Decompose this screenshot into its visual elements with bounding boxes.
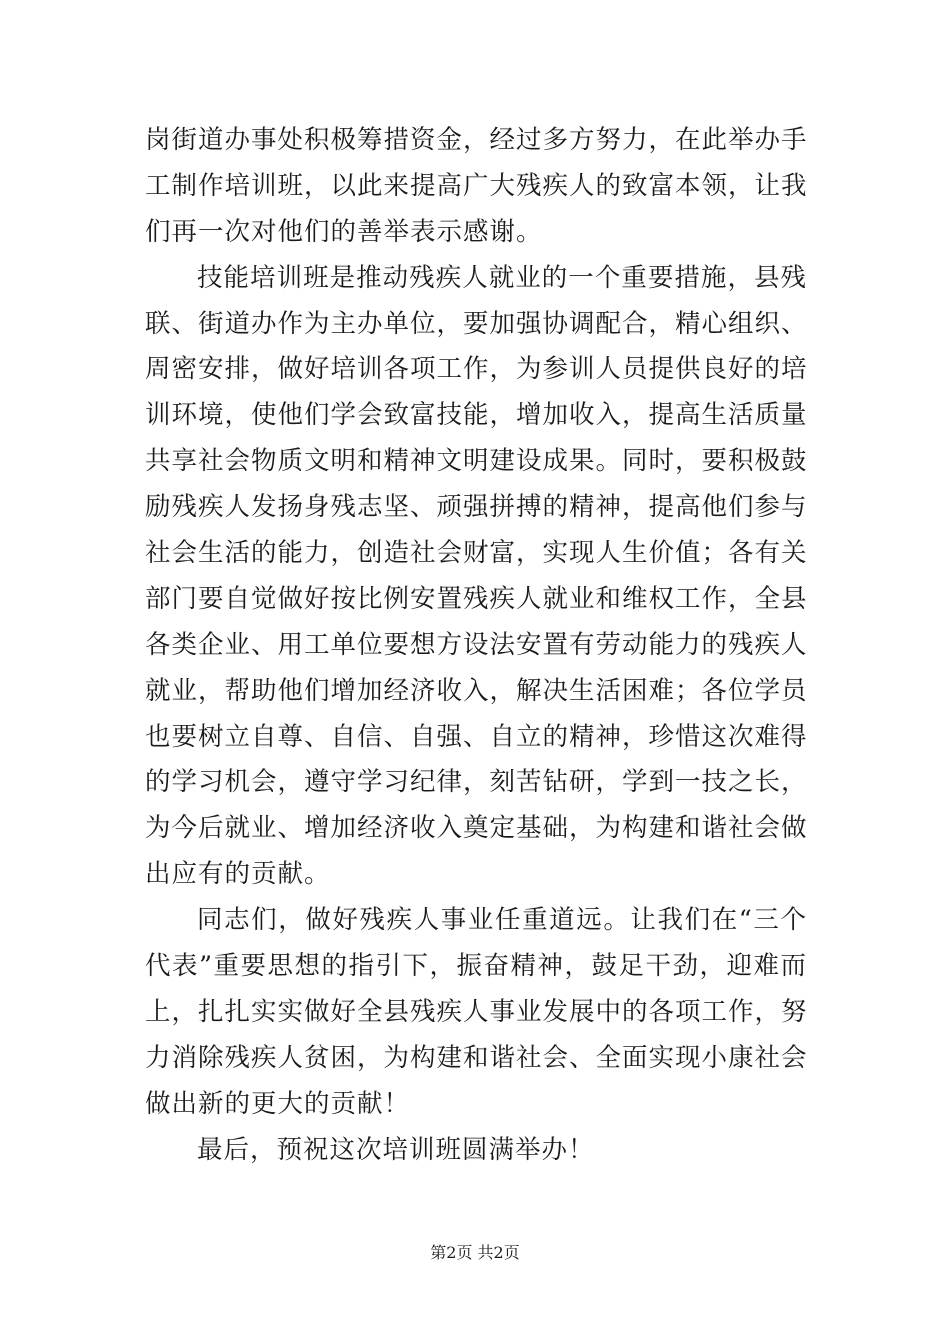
text-line: 上，扎扎实实做好全县残疾人事业发展中的各项工作，努	[145, 996, 808, 1027]
text-line: 最后，预祝这次培训班圆满举办！	[197, 1134, 595, 1165]
text-line: 技能培训班是推动残疾人就业的一个重要措施，县残	[197, 262, 807, 293]
page-footer	[0, 1243, 950, 1263]
text-line: 周密安排，做好培训各项工作，为参训人员提供良好的培	[145, 354, 808, 385]
text-line: 们再一次对他们的善举表示感谢。	[145, 216, 543, 247]
page-number-label: 第2页 共2页	[430, 1243, 520, 1262]
text-line: 同志们，做好残疾人事业任重道远。让我们在“三个	[197, 905, 807, 936]
paragraph	[145, 118, 807, 256]
text-line: 就业，帮助他们增加经济收入，解决生活困难；各位学员	[145, 675, 808, 706]
text-line: 出应有的贡献。	[145, 859, 331, 890]
text-line: 部门要自觉做好按比例安置残疾人就业和维权工作，全县	[145, 583, 808, 614]
text-line: 共享社会物质文明和精神文明建设成果。同时，要积极鼓	[145, 446, 808, 477]
text-line: 工制作培训班，以此来提高广大残疾人的致富本领，让我	[145, 170, 808, 201]
text-line: 的学习机会，遵守学习纪律，刻苦钻研，学到一技之长，	[145, 767, 808, 798]
text-line: 代表”重要思想的指引下，振奋精神，鼓足干劲，迎难而	[145, 951, 807, 982]
text-line: 岗街道办事处积极筹措资金，经过多方努力，在此举办手	[145, 125, 808, 155]
text-line: 社会生活的能力，创造社会财富，实现人生价值；各有关	[145, 538, 808, 569]
text-line: 联、街道办作为主办单位，要加强协调配合，精心组织、	[145, 308, 808, 339]
text-line: 为今后就业、增加经济收入奠定基础，为构建和谐社会做	[145, 813, 808, 844]
text-line: 力消除残疾人贫困，为构建和谐社会、全面实现小康社会	[145, 1042, 808, 1073]
text-line: 各类企业、用工单位要想方设法安置有劳动能力的残疾人	[145, 629, 808, 660]
text-line: 做出新的更大的贡献！	[145, 1088, 411, 1119]
text-line: 也要树立自尊、自信、自强、自立的精神，珍惜这次难得	[145, 721, 808, 752]
paragraph	[145, 1128, 807, 1174]
text-line: 励残疾人发扬身残志坚、顽强拼搏的精神，提高他们参与	[145, 492, 808, 523]
document-body	[145, 118, 807, 1173]
paragraph	[145, 898, 807, 1127]
paragraph	[145, 256, 807, 898]
text-line: 训环境，使他们学会致富技能，增加收入，提高生活质量	[145, 400, 808, 431]
